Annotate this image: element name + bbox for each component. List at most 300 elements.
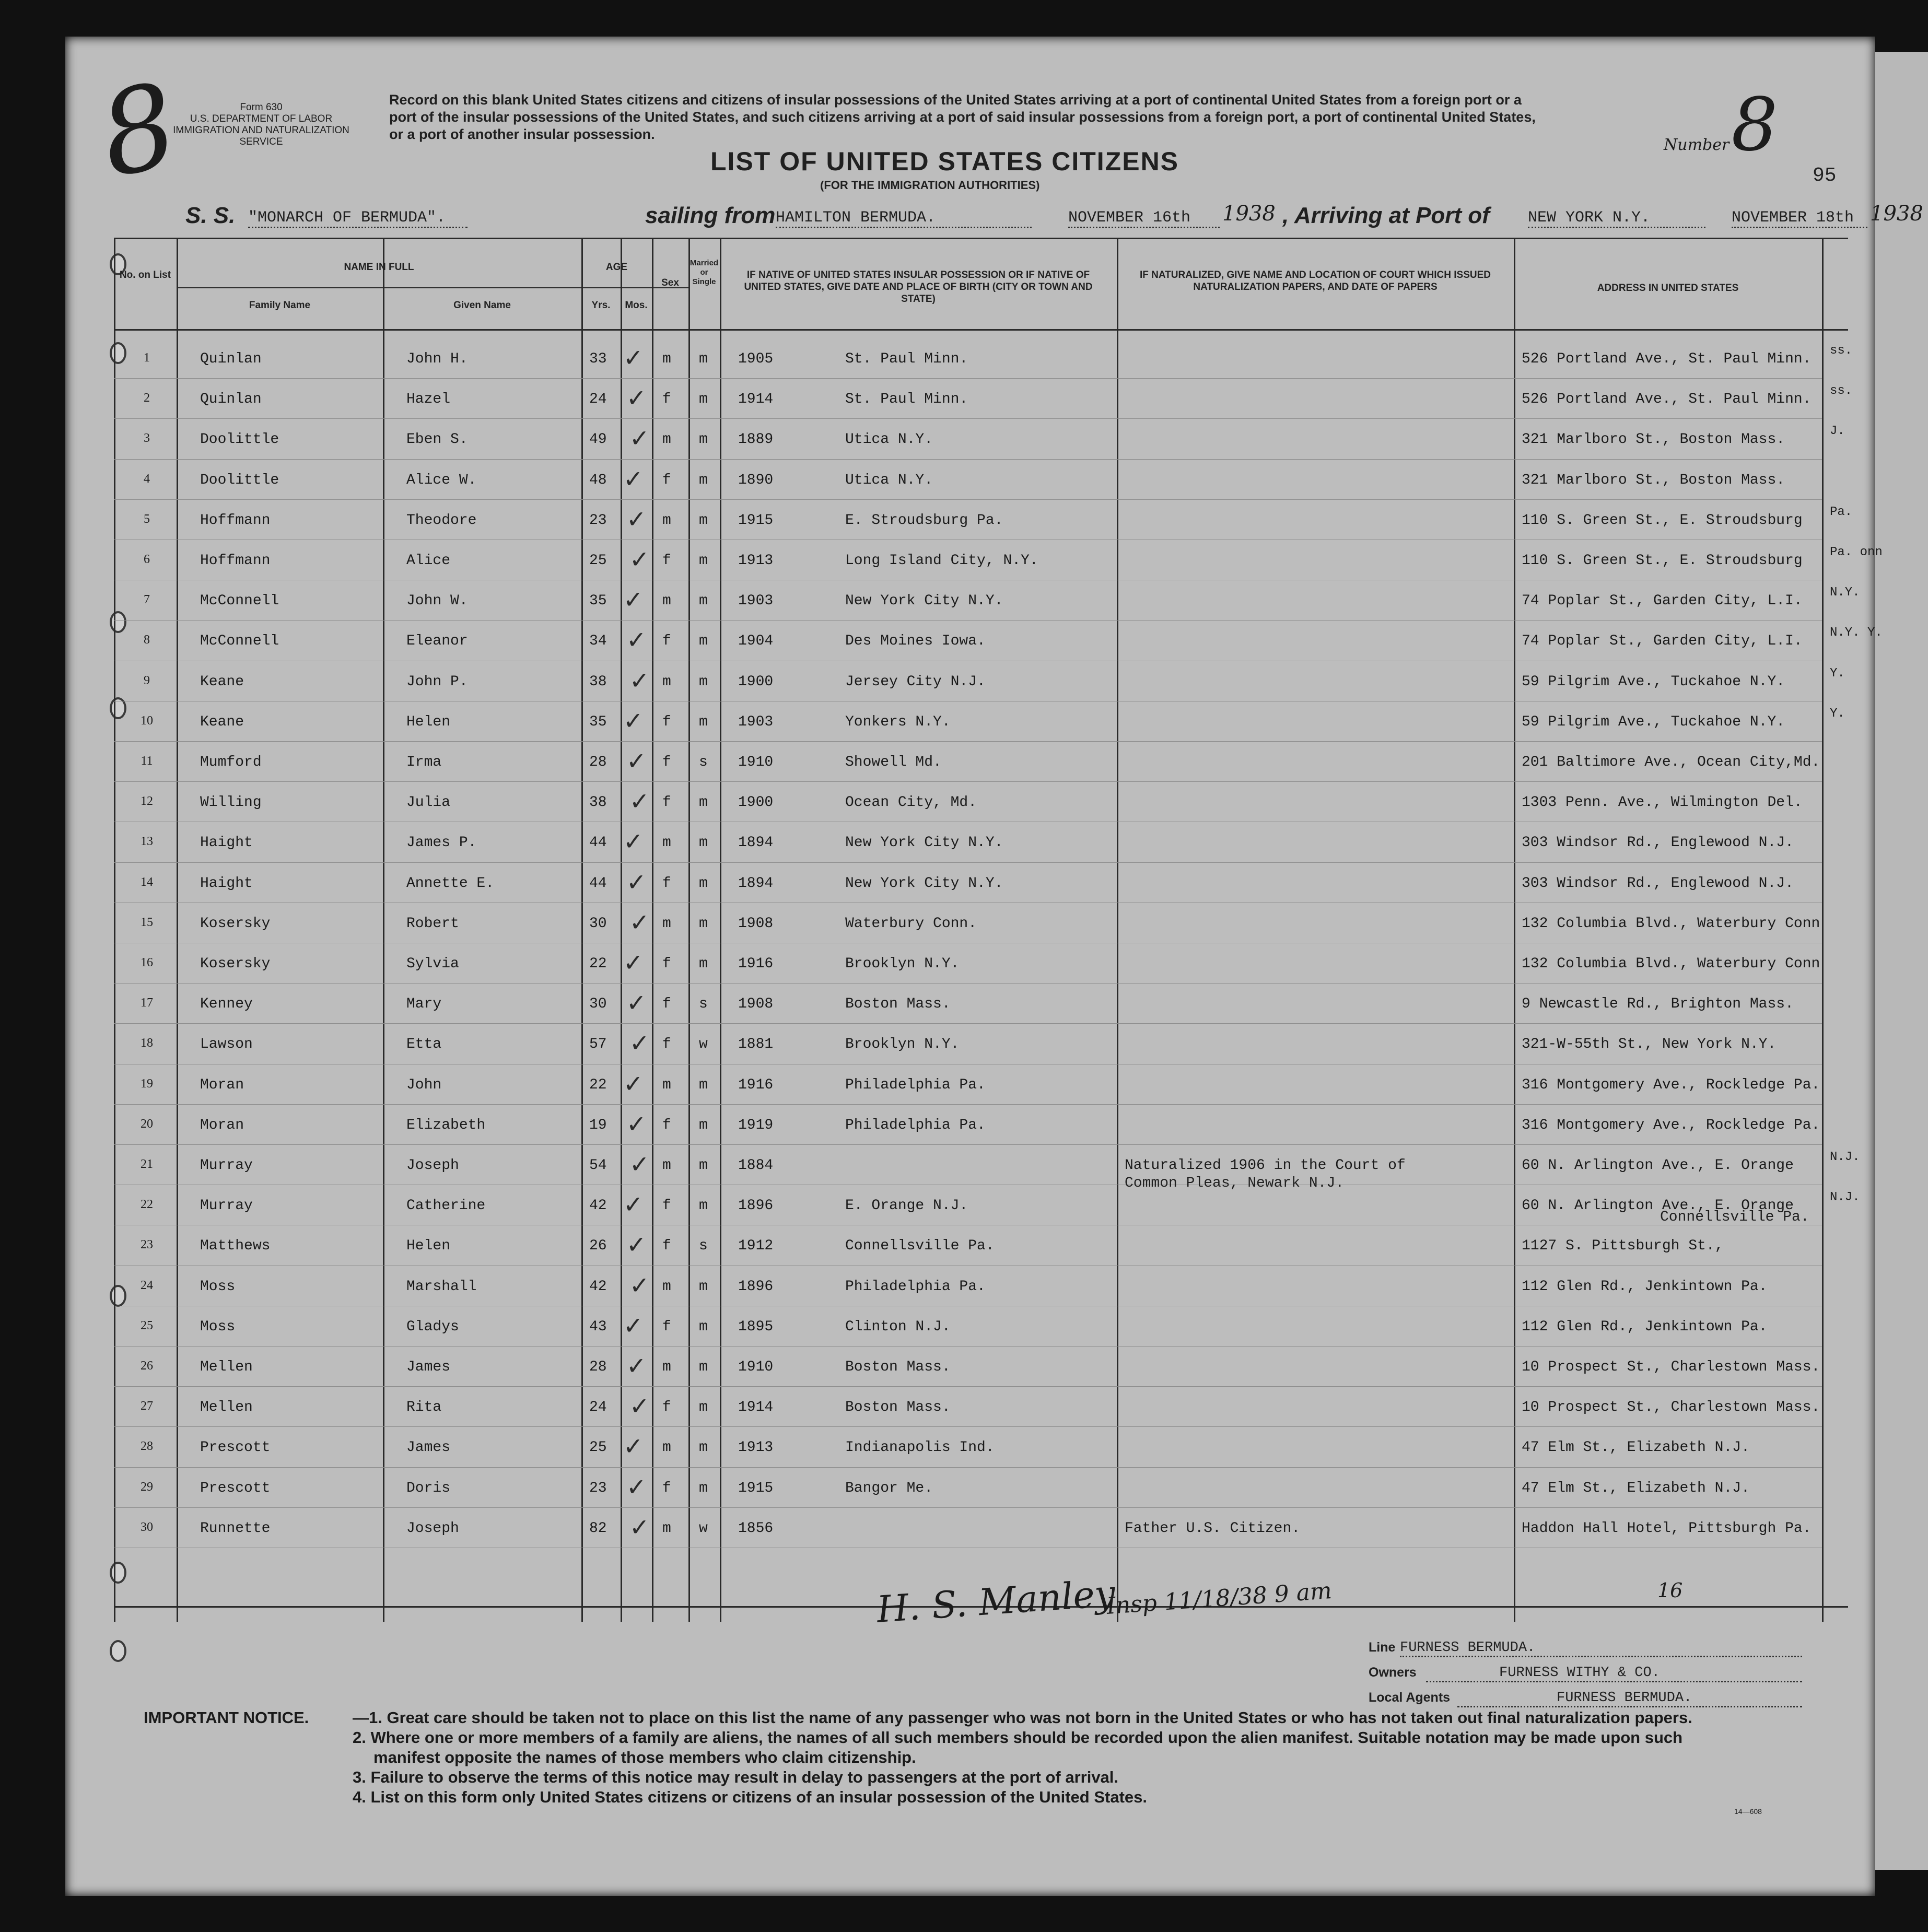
- check-mark: ✓: [629, 1513, 650, 1541]
- given-name: Catherine: [406, 1198, 486, 1214]
- address: 59 Pilgrim Ave., Tuckahoe N.Y.: [1522, 713, 1785, 730]
- family-name: Haight: [200, 875, 253, 892]
- sex: f: [662, 1480, 671, 1496]
- given-name: Eleanor: [406, 633, 468, 650]
- birth-place: St. Paul Minn.: [845, 391, 968, 408]
- birth-year: 1915: [738, 512, 774, 529]
- marital-status: m: [699, 915, 708, 932]
- check-mark: ✓: [623, 464, 644, 493]
- check-mark: ✓: [626, 868, 647, 896]
- address-margin-note: J.: [1830, 424, 1845, 439]
- inspector-signature: H. S. Manley: [875, 1572, 1117, 1631]
- check-mark: ✓: [626, 1231, 647, 1259]
- birth-place: Indianapolis Ind.: [845, 1439, 995, 1456]
- sex: f: [662, 391, 671, 408]
- sex: m: [662, 1520, 671, 1537]
- address-margin-note: N.Y. Y.: [1830, 626, 1883, 640]
- check-mark: ✓: [623, 1190, 644, 1219]
- birth-place: Boston Mass.: [845, 1359, 951, 1375]
- family-name: Moss: [200, 1318, 236, 1335]
- owners-label: Owners: [1369, 1665, 1417, 1680]
- service-name: IMMIGRATION AND NATURALIZATION SERVICE: [173, 125, 349, 147]
- row-number: 5: [144, 512, 150, 526]
- sex: m: [662, 1278, 671, 1295]
- marital-status: m: [699, 553, 708, 569]
- given-name: Doris: [406, 1480, 451, 1496]
- notice-item-4: 4. List on this form only United States citizens or citizens of an insular possession of the United States.: [353, 1788, 1147, 1806]
- row-number: 3: [144, 431, 150, 446]
- check-mark: ✓: [629, 787, 650, 816]
- naturalization-court-line2: Common Pleas, Newark N.J.: [1125, 1175, 1345, 1191]
- check-mark: ✓: [623, 586, 644, 614]
- marital-status: s: [699, 996, 708, 1013]
- check-mark: ✓: [629, 1150, 650, 1178]
- age-years: 38: [589, 794, 607, 811]
- address: 303 Windsor Rd., Englewood N.J.: [1522, 875, 1794, 892]
- row-number: 6: [144, 553, 150, 566]
- address-margin-note: N.Y.: [1830, 586, 1860, 600]
- marital-status: w: [699, 1036, 708, 1053]
- birth-place: Boston Mass.: [845, 996, 951, 1013]
- family-name: Hoffmann: [200, 512, 271, 529]
- arrival-date: NOVEMBER 18th: [1732, 209, 1867, 228]
- owners-field: [1369, 1665, 1813, 1690]
- birth-year: 1904: [738, 633, 774, 650]
- sex: f: [662, 1036, 671, 1053]
- sex: m: [662, 673, 671, 690]
- marital-status: m: [699, 1278, 708, 1295]
- address: 321 Marlboro St., Boston Mass.: [1522, 472, 1785, 488]
- sex: m: [662, 593, 671, 610]
- birth-year: 1884: [738, 1157, 774, 1174]
- given-name: Sylvia: [406, 956, 459, 972]
- address-margin-note: Pa. onn: [1830, 545, 1883, 559]
- birth-place: New York City N.Y.: [845, 593, 1003, 610]
- given-name: John: [406, 1076, 442, 1093]
- address: 112 Glen Rd., Jenkintown Pa.: [1522, 1318, 1768, 1335]
- table-row: [114, 380, 1874, 420]
- family-name: Murray: [200, 1198, 253, 1214]
- birth-year: 1908: [738, 915, 774, 932]
- row-number: 12: [141, 794, 153, 809]
- col-header-address: ADDRESS IN UNITED STATES: [1597, 283, 1739, 294]
- row-number: 9: [144, 673, 150, 687]
- check-mark: ✓: [626, 1352, 647, 1380]
- birth-year: 1919: [738, 1117, 774, 1133]
- family-name: Doolittle: [200, 472, 279, 488]
- row-number: 8: [144, 633, 150, 647]
- table-row: [114, 1267, 1874, 1307]
- birth-place: Yonkers N.Y.: [845, 713, 951, 730]
- owners-value: FURNESS WITHY & CO.: [1426, 1665, 1802, 1682]
- given-name: Alice W.: [406, 472, 477, 488]
- given-name: Rita: [406, 1399, 442, 1416]
- check-mark: ✓: [629, 908, 650, 936]
- birth-place: Ocean City, Md.: [845, 794, 977, 811]
- table-row: [114, 1025, 1874, 1065]
- check-mark: ✓: [629, 1271, 650, 1299]
- family-name: Kosersky: [200, 956, 271, 972]
- family-name: Kosersky: [200, 915, 271, 932]
- given-name: Hazel: [406, 391, 451, 408]
- table-row: [114, 1348, 1874, 1388]
- address: 9 Newcastle Rd., Brighton Mass.: [1522, 996, 1794, 1013]
- birth-year: 1913: [738, 553, 774, 569]
- table-row: [114, 904, 1874, 944]
- table-row: [114, 420, 1874, 460]
- address: 110 S. Green St., E. Stroudsburg: [1522, 553, 1803, 569]
- page-number: 95: [1813, 165, 1837, 187]
- col-header-age: AGE: [605, 262, 628, 273]
- check-mark: ✓: [629, 1029, 650, 1058]
- table-row: [114, 1307, 1874, 1348]
- check-mark: ✓: [626, 1472, 647, 1501]
- marital-status: s: [699, 1238, 708, 1255]
- table-row: [114, 864, 1874, 904]
- row-number: 13: [141, 835, 153, 849]
- marital-status: m: [699, 431, 708, 448]
- sex: f: [662, 1318, 671, 1335]
- age-years: 24: [589, 391, 607, 408]
- line-field: [1369, 1640, 1813, 1665]
- birth-year: 1903: [738, 593, 774, 610]
- table-row: [114, 662, 1874, 702]
- col-header-native: IF NATIVE OF UNITED STATES INSULAR POSSESSION OR IF NATIVE OF UNITED STATES, GIVE DATE AND PLACE OF BIRTH (CITY OR TOWN AND STATE): [744, 270, 1093, 305]
- notice-item-3: 3. Failure to observe the terms of this notice may result in delay to passengers at the port of arrival.: [353, 1768, 1119, 1786]
- address: 112 Glen Rd., Jenkintown Pa.: [1522, 1278, 1768, 1295]
- family-name: Kenney: [200, 996, 253, 1013]
- check-mark: ✓: [629, 1392, 650, 1421]
- family-name: Doolittle: [200, 431, 279, 448]
- sex: m: [662, 1359, 671, 1375]
- check-mark: ✓: [629, 666, 650, 695]
- table-row: [114, 1509, 1874, 1549]
- punch-hole: [110, 1640, 126, 1662]
- row-number: 10: [141, 713, 153, 728]
- col-header-no: No. on List: [119, 270, 171, 280]
- sex: f: [662, 1198, 671, 1214]
- sex: f: [662, 1117, 671, 1133]
- birth-place: Bangor Me.: [845, 1480, 933, 1496]
- address: 201 Baltimore Ave., Ocean City,Md.: [1522, 754, 1820, 770]
- birth-year: 1900: [738, 794, 774, 811]
- row-number: 26: [141, 1359, 153, 1373]
- address: 132 Columbia Blvd., Waterbury Conn: [1522, 956, 1820, 972]
- number-label: Number: [1664, 136, 1730, 154]
- table-row: [114, 783, 1874, 823]
- birth-place: Philadelphia Pa.: [845, 1076, 986, 1093]
- form-number: Form 630: [240, 102, 283, 113]
- address: 1127 S. Pittsburgh St.,: [1522, 1238, 1724, 1255]
- age-years: 28: [589, 754, 607, 770]
- family-name: Hoffmann: [200, 553, 271, 569]
- family-name: McConnell: [200, 633, 279, 650]
- given-name: Helen: [406, 713, 451, 730]
- notice-item-2-cont: manifest opposite the names of those members who claim citizenship.: [373, 1748, 916, 1766]
- family-name: Prescott: [200, 1439, 271, 1456]
- address: 60 N. Arlington Ave., E. Orange: [1522, 1198, 1794, 1214]
- check-mark: ✓: [623, 706, 644, 735]
- family-name: Haight: [200, 835, 253, 851]
- department-name: U.S. DEPARTMENT OF LABOR: [190, 113, 333, 124]
- corner-mark: 8: [88, 57, 189, 204]
- sex: f: [662, 713, 671, 730]
- table-top-border: [114, 238, 1848, 239]
- check-mark: ✓: [623, 1311, 644, 1340]
- family-name: Keane: [200, 673, 244, 690]
- sex: m: [662, 915, 671, 932]
- address: 316 Montgomery Ave., Rockledge Pa.: [1522, 1076, 1820, 1093]
- sailing-label: sailing from: [645, 203, 776, 228]
- number-value: 8: [1731, 83, 1778, 168]
- birth-year: 1905: [738, 351, 774, 367]
- row-number: 28: [141, 1439, 153, 1454]
- row-number: 30: [141, 1520, 153, 1534]
- table-row: [114, 702, 1874, 743]
- naturalization-info: Naturalized 1906 in the Court of: [1125, 1157, 1406, 1174]
- table-row: [114, 1226, 1874, 1267]
- birth-place: Philadelphia Pa.: [845, 1278, 986, 1295]
- important-notice: [144, 1708, 1831, 1807]
- family-name: Lawson: [200, 1036, 253, 1053]
- address-23-city: Connellsville Pa.: [1660, 1209, 1809, 1225]
- age-years: 35: [589, 713, 607, 730]
- inspection-note: Insp 11/18/38 9 am: [1105, 1577, 1333, 1620]
- page-title: LIST OF UNITED STATES CITIZENS: [710, 147, 1179, 176]
- row-number: 18: [141, 1036, 153, 1050]
- age-years: 42: [589, 1278, 607, 1295]
- passenger-total: 16: [1657, 1579, 1683, 1602]
- row-number: 23: [141, 1238, 153, 1252]
- address: 60 N. Arlington Ave., E. Orange: [1522, 1157, 1794, 1174]
- form-block: [151, 102, 371, 148]
- birth-year: 1910: [738, 754, 774, 770]
- marital-status: m: [699, 472, 708, 488]
- birth-place: E. Stroudsburg Pa.: [845, 512, 1003, 529]
- table-row: [114, 541, 1883, 581]
- family-name: Quinlan: [200, 391, 262, 408]
- col-header-sex: Sex: [661, 277, 679, 288]
- sex: m: [662, 512, 671, 529]
- marital-status: m: [699, 633, 708, 650]
- notice-item-1: —1. Great care should be taken not to place on this list the name of any passenger who was not born in the United States or who has not taken out final naturalization papers.: [353, 1708, 1692, 1727]
- check-mark: ✓: [626, 505, 647, 533]
- check-mark: ✓: [626, 989, 647, 1017]
- marital-status: m: [699, 351, 708, 367]
- address: 10 Prospect St., Charlestown Mass.: [1522, 1359, 1820, 1375]
- table-row: [114, 1146, 1874, 1186]
- check-mark: ✓: [623, 1069, 644, 1098]
- birth-place: Long Island City, N.Y.: [845, 553, 1038, 569]
- address: 303 Windsor Rd., Englewood N.J.: [1522, 835, 1794, 851]
- agents-value: FURNESS BERMUDA.: [1457, 1690, 1802, 1707]
- given-name: Gladys: [406, 1318, 459, 1335]
- family-name: Willing: [200, 794, 262, 811]
- list-number: [1664, 83, 1778, 168]
- marital-status: m: [699, 794, 708, 811]
- table-row: [114, 622, 1883, 662]
- birth-year: 1900: [738, 673, 774, 690]
- check-mark: ✓: [623, 1432, 644, 1461]
- marital-status: m: [699, 1399, 708, 1416]
- check-mark: ✓: [623, 827, 644, 856]
- given-name: Robert: [406, 915, 459, 932]
- birth-place: Des Moines Iowa.: [845, 633, 986, 650]
- marital-status: m: [699, 1076, 708, 1093]
- table-row: [114, 1469, 1874, 1509]
- sail-date: NOVEMBER 16th: [1068, 209, 1220, 228]
- given-name: Theodore: [406, 512, 477, 529]
- check-mark: ✓: [629, 545, 650, 573]
- given-name: John H.: [406, 351, 468, 367]
- address-margin-note: Y.: [1830, 666, 1845, 681]
- marital-status: m: [699, 1359, 708, 1375]
- age-years: 57: [589, 1036, 607, 1053]
- birth-year: 1894: [738, 835, 774, 851]
- age-years: 30: [589, 915, 607, 932]
- given-name: Etta: [406, 1036, 442, 1053]
- birth-place: Philadelphia Pa.: [845, 1117, 986, 1133]
- address-margin-note: N.J.: [1830, 1190, 1860, 1205]
- table-row: [114, 823, 1874, 863]
- age-years: 30: [589, 996, 607, 1013]
- birth-place: Brooklyn N.Y.: [845, 1036, 960, 1053]
- age-years: 22: [589, 1076, 607, 1093]
- line-label: Line: [1369, 1640, 1396, 1655]
- table-row: [114, 461, 1874, 501]
- family-name: Mellen: [200, 1399, 253, 1416]
- birth-year: 1903: [738, 713, 774, 730]
- birth-place: Utica N.Y.: [845, 472, 933, 488]
- notice-item-2: 2. Where one or more members of a family are aliens, the names of all such members should be recorded upon the alien manifest. Suitable notation may be made upon such: [353, 1728, 1683, 1747]
- row-number: 19: [141, 1076, 153, 1091]
- record-instructions: Record on this blank United States citizens and citizens of insular possessions of the United States arriving at a port of continental United States from a foreign port or a port of the insular possessions of the United States, and such citizens arriving at a port of said insular possessions from a foreign port, a port of continental United States, or a port of another insular possession.: [389, 92, 1536, 142]
- carrier-block: [1369, 1640, 1813, 1715]
- sex: m: [662, 1439, 671, 1456]
- check-mark: ✓: [626, 1109, 647, 1138]
- given-name: Elizabeth: [406, 1117, 486, 1133]
- age-years: 44: [589, 875, 607, 892]
- address-margin-note: N.J.: [1830, 1150, 1860, 1164]
- birth-year: 1916: [738, 956, 774, 972]
- sail-year: 1938: [1222, 202, 1276, 226]
- marital-status: m: [699, 713, 708, 730]
- table-row: [114, 501, 1874, 541]
- table-row: [114, 339, 1874, 380]
- birth-year: 1881: [738, 1036, 774, 1053]
- given-name: Mary: [406, 996, 442, 1013]
- birth-year: 1895: [738, 1318, 774, 1335]
- age-years: 49: [589, 431, 607, 448]
- arriving-label: , Arriving at Port of: [1282, 203, 1490, 228]
- col-header-name: NAME IN FULL: [344, 262, 414, 273]
- given-name: James: [406, 1439, 451, 1456]
- birth-year: 1910: [738, 1359, 774, 1375]
- sex: f: [662, 472, 671, 488]
- family-name: McConnell: [200, 593, 279, 610]
- address: 74 Poplar St., Garden City, L.I.: [1522, 593, 1803, 610]
- given-name: Alice: [406, 553, 451, 569]
- sex: f: [662, 754, 671, 770]
- family-name: Prescott: [200, 1480, 271, 1496]
- col-header-family: Family Name: [249, 300, 311, 311]
- address: 321 Marlboro St., Boston Mass.: [1522, 431, 1785, 448]
- address: 1303 Penn. Ave., Wilmington Del.: [1522, 794, 1803, 811]
- birth-place: St. Paul Minn.: [845, 351, 968, 367]
- birth-year: 1913: [738, 1439, 774, 1456]
- subheader-rule: [177, 287, 688, 288]
- address: 10 Prospect St., Charlestown Mass.: [1522, 1399, 1820, 1416]
- row-number: 7: [144, 593, 150, 607]
- birth-year: 1894: [738, 875, 774, 892]
- address-margin-note: Pa.: [1830, 505, 1853, 519]
- family-name: Quinlan: [200, 351, 262, 367]
- table-row: [114, 1106, 1874, 1146]
- address: 59 Pilgrim Ave., Tuckahoe N.Y.: [1522, 673, 1785, 690]
- address: 74 Poplar St., Garden City, L.I.: [1522, 633, 1803, 650]
- age-years: 22: [589, 956, 607, 972]
- address: 526 Portland Ave., St. Paul Minn.: [1522, 391, 1812, 408]
- check-mark: ✓: [623, 344, 644, 372]
- sex: f: [662, 875, 671, 892]
- line-value: FURNESS BERMUDA.: [1400, 1640, 1802, 1657]
- table-row: [114, 1388, 1874, 1428]
- address-margin-note: ss.: [1830, 384, 1853, 399]
- birth-year: 1914: [738, 1399, 774, 1416]
- given-name: John W.: [406, 593, 468, 610]
- row-number: 24: [141, 1278, 153, 1292]
- check-mark: ✓: [623, 949, 644, 977]
- ss-label: S. S.: [185, 203, 236, 228]
- check-mark: ✓: [626, 384, 647, 413]
- col-header-married: Married or Single: [690, 259, 719, 286]
- table-row: [114, 944, 1874, 985]
- birth-place: Jersey City N.J.: [845, 673, 986, 690]
- ship-name: "MONARCH OF BERMUDA".: [248, 209, 468, 228]
- birth-year: 1896: [738, 1198, 774, 1214]
- col-header-given: Given Name: [453, 300, 511, 311]
- marital-status: m: [699, 956, 708, 972]
- sailing-from: HAMILTON BERMUDA.: [776, 209, 1032, 228]
- birth-place: Utica N.Y.: [845, 431, 933, 448]
- row-number: 17: [141, 996, 153, 1010]
- marital-status: m: [699, 673, 708, 690]
- given-name: Joseph: [406, 1157, 459, 1174]
- birth-place: Boston Mass.: [845, 1399, 951, 1416]
- age-years: 25: [589, 1439, 607, 1456]
- marital-status: m: [699, 391, 708, 408]
- address-margin-note: ss.: [1830, 344, 1853, 358]
- marital-status: m: [699, 1157, 708, 1174]
- row-number: 1: [144, 351, 150, 365]
- birth-year: 1912: [738, 1238, 774, 1255]
- row-number: 4: [144, 472, 150, 486]
- age-years: 24: [589, 1399, 607, 1416]
- age-years: 38: [589, 673, 607, 690]
- birth-year: 1890: [738, 472, 774, 488]
- birth-year: 1908: [738, 996, 774, 1013]
- family-name: Matthews: [200, 1238, 271, 1255]
- naturalization-info: Father U.S. Citizen.: [1125, 1520, 1301, 1537]
- check-mark: ✓: [626, 747, 647, 775]
- given-name: Joseph: [406, 1520, 459, 1537]
- agents-label: Local Agents: [1369, 1690, 1451, 1705]
- arrival-year: 1938: [1870, 202, 1923, 226]
- marital-status: m: [699, 1117, 708, 1133]
- birth-year: 1916: [738, 1076, 774, 1093]
- marital-status: m: [699, 1318, 708, 1335]
- row-number: 14: [141, 875, 153, 889]
